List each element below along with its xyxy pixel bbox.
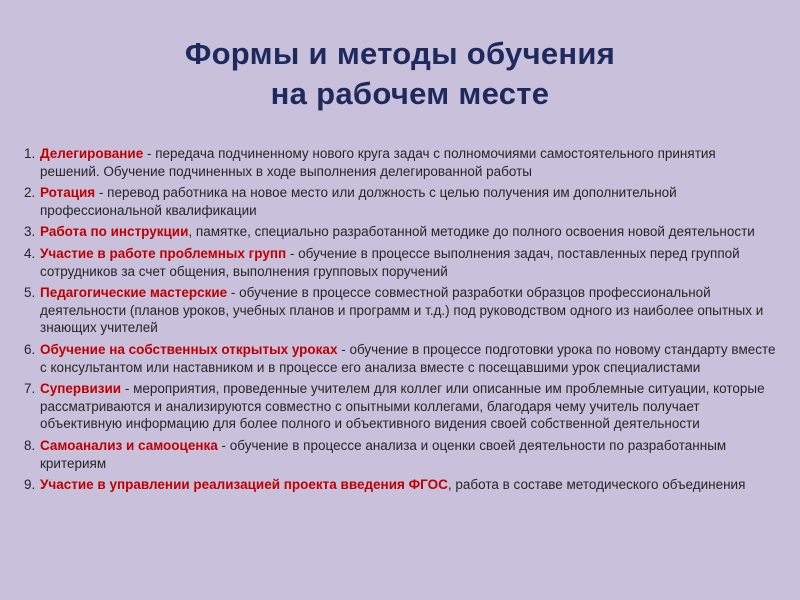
item-number: 2. [24, 185, 36, 201]
item-term: Педагогические мастерские [40, 285, 228, 301]
list-item [24, 223, 776, 241]
list-item [24, 437, 776, 472]
item-term: Делегирование [40, 146, 144, 161]
item-description: - обучение в процессе подготовки урока по новому стандарту вместе с консультантом или наставником и в процессе его анализа вместе с посещавшими урок специалистами [40, 341, 776, 375]
item-description: - перевод работника на новое место или должность с целью получения им дополнительной профессиональной квалификации [40, 185, 677, 218]
list-item [24, 380, 776, 433]
item-number: 4. [24, 245, 36, 261]
item-term: Обучение на собственных открытых уроках [40, 341, 338, 357]
item-number: 9. [24, 477, 36, 493]
list-item [24, 184, 776, 219]
item-description: - передача подчиненному нового круга задач с полномочиями самостоятельного принятия решений. Обучение подчиненных в ходе выполнения делегированной работы [40, 146, 716, 179]
item-number: 7. [24, 381, 36, 397]
list-item [24, 341, 776, 376]
item-term: Работа по инструкции [40, 224, 189, 240]
list-item [24, 284, 776, 337]
item-number: 5. [24, 285, 36, 301]
list-item [24, 145, 776, 180]
title-line-1: Формы и методы обучения [184, 36, 616, 71]
page-title [0, 34, 800, 114]
item-description: - обучение в процессе выполнения задач, поставленных перед группой сотрудников за счет общения, выполнения групповых поручений [40, 245, 740, 279]
item-term: Участие в работе проблемных групп [40, 245, 287, 261]
list-item [24, 245, 776, 280]
item-term: Супервизии [40, 381, 122, 397]
item-number: 3. [24, 224, 36, 240]
item-description: - мероприятия, проведенные учителем для коллег или описанные им проблемные ситуации, которые рассматриваются и анализируются совместно с опытными коллегами, благодаря чему учитель получает объективную информацию для более полного и объективного видения своей собственной деятельности [40, 381, 765, 432]
item-number: 8. [24, 437, 36, 453]
item-term: Самоанализ и самооценка [40, 437, 218, 453]
item-description: - обучение в процессе анализа и оценки своей деятельности по разработанным критериям [40, 437, 727, 471]
methods-list [24, 145, 776, 498]
title-line-2: на рабочем месте [270, 76, 550, 111]
item-term: Ротация [40, 185, 96, 201]
item-description: - обучение в процессе совместной разработки образцов профессиональной деятельности (планов уроков, учебных планов и программ и т.д.) под руководством одного из наиболее опытных и знающих учителей [40, 285, 764, 336]
item-description: , работа в составе методического объединения [447, 477, 746, 493]
item-number: 6. [24, 341, 36, 357]
list-item [24, 476, 776, 494]
item-number: 1. [24, 146, 36, 161]
item-term: Участие в управлении реализацией проекта введения ФГОС [40, 477, 448, 493]
item-description: , памятке, специально разработанной методике до полного освоения новой деятельности [188, 224, 755, 240]
